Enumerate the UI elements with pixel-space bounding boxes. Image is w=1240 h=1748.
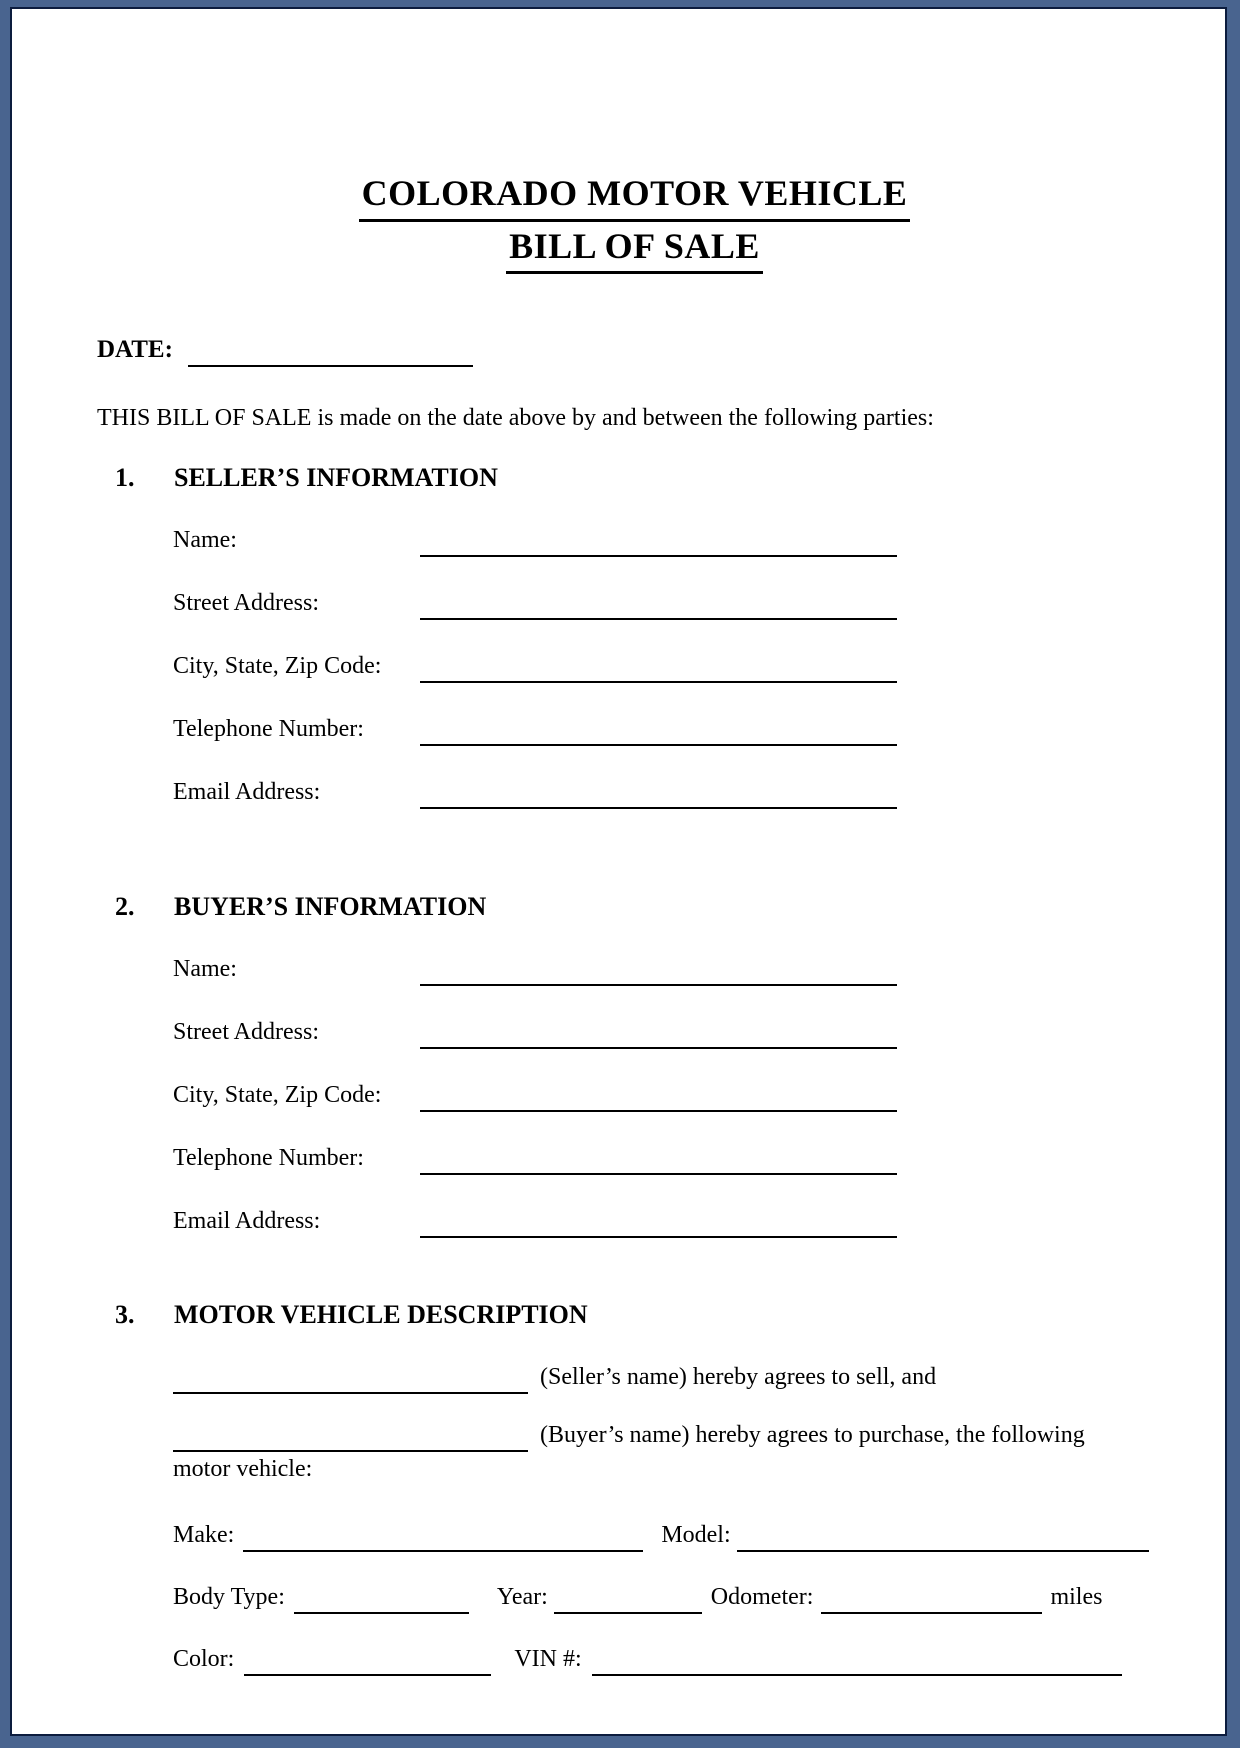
color-input-line[interactable] xyxy=(244,1644,491,1676)
document-page xyxy=(10,7,1227,1736)
odometer-label: Odometer: xyxy=(710,1584,814,1611)
seller-email-row xyxy=(173,773,1172,809)
seller-name-label: Name: xyxy=(173,527,237,554)
buyer-street-row xyxy=(173,1013,1172,1049)
section-3-heading: MOTOR VEHICLE DESCRIPTION xyxy=(174,1300,588,1330)
seller-clause-text: (Seller’s name) hereby agrees to sell, and xyxy=(540,1364,937,1391)
seller-email-label: Email Address: xyxy=(173,779,321,806)
seller-clause-row xyxy=(173,1358,1172,1394)
section-3-number: 3. xyxy=(115,1300,135,1330)
section-2-heading-row xyxy=(115,890,1172,924)
buyer-phone-row xyxy=(173,1139,1172,1175)
seller-name-clause-input-line[interactable] xyxy=(173,1362,528,1394)
date-row xyxy=(97,331,1172,367)
seller-street-row xyxy=(173,584,1172,620)
odometer-input-line[interactable] xyxy=(821,1582,1042,1614)
buyer-name-row xyxy=(173,950,1172,986)
model-input-line[interactable] xyxy=(737,1520,1149,1552)
buyer-clause-row xyxy=(173,1416,1172,1452)
document-title-line-2: BILL OF SALE xyxy=(506,222,763,275)
body-year-odometer-row xyxy=(173,1578,1172,1614)
buyer-name-clause-input-line[interactable] xyxy=(173,1420,528,1452)
model-label: Model: xyxy=(661,1522,731,1549)
section-2-heading: BUYER’S INFORMATION xyxy=(174,892,487,922)
year-label: Year: xyxy=(496,1584,548,1611)
section-3-heading-row xyxy=(115,1298,1172,1332)
buyer-city-label: City, State, Zip Code: xyxy=(173,1082,382,1109)
seller-phone-row xyxy=(173,710,1172,746)
section-1-number: 1. xyxy=(115,463,135,493)
year-input-line[interactable] xyxy=(554,1582,702,1614)
make-label: Make: xyxy=(173,1522,235,1549)
document-title xyxy=(97,169,1172,274)
vin-label: VIN #: xyxy=(514,1646,582,1673)
buyer-clause-continuation: motor vehicle: xyxy=(173,1456,313,1483)
section-1-heading: SELLER’S INFORMATION xyxy=(174,463,498,493)
buyer-city-row xyxy=(173,1076,1172,1112)
buyer-clause-text: (Buyer’s name) hereby agrees to purchase, the following xyxy=(540,1422,1085,1449)
section-1-heading-row xyxy=(115,461,1172,495)
color-vin-row xyxy=(173,1640,1172,1676)
seller-fields xyxy=(97,521,1172,809)
body-type-input-line[interactable] xyxy=(294,1582,469,1614)
buyer-phone-input-line[interactable] xyxy=(420,1143,897,1175)
seller-name-row xyxy=(173,521,1172,557)
document-title-line-1: COLORADO MOTOR VEHICLE xyxy=(359,169,911,222)
seller-city-row xyxy=(173,647,1172,683)
body-type-label: Body Type: xyxy=(173,1584,285,1611)
seller-street-input-line[interactable] xyxy=(420,588,897,620)
buyer-fields xyxy=(97,950,1172,1238)
seller-city-label: City, State, Zip Code: xyxy=(173,653,382,680)
color-label: Color: xyxy=(173,1646,235,1673)
buyer-city-input-line[interactable] xyxy=(420,1080,897,1112)
seller-email-input-line[interactable] xyxy=(420,777,897,809)
buyer-name-label: Name: xyxy=(173,956,237,983)
date-label: DATE: xyxy=(97,336,173,364)
seller-phone-label: Telephone Number: xyxy=(173,716,364,743)
buyer-email-row xyxy=(173,1202,1172,1238)
seller-name-input-line[interactable] xyxy=(420,525,897,557)
document-content xyxy=(97,169,1172,1676)
vin-input-line[interactable] xyxy=(592,1644,1122,1676)
odometer-miles-suffix: miles xyxy=(1050,1584,1103,1611)
section-2-number: 2. xyxy=(115,892,135,922)
seller-phone-input-line[interactable] xyxy=(420,714,897,746)
buyer-email-label: Email Address: xyxy=(173,1208,321,1235)
make-model-row xyxy=(173,1516,1172,1552)
make-input-line[interactable] xyxy=(243,1520,643,1552)
buyer-street-label: Street Address: xyxy=(173,1019,319,1046)
buyer-name-input-line[interactable] xyxy=(420,954,897,986)
intro-paragraph: THIS BILL OF SALE is made on the date above by and between the following parties: xyxy=(97,405,934,432)
seller-street-label: Street Address: xyxy=(173,590,319,617)
seller-city-input-line[interactable] xyxy=(420,651,897,683)
buyer-email-input-line[interactable] xyxy=(420,1206,897,1238)
date-input-line[interactable] xyxy=(188,335,473,367)
buyer-street-input-line[interactable] xyxy=(420,1017,897,1049)
buyer-phone-label: Telephone Number: xyxy=(173,1145,364,1172)
